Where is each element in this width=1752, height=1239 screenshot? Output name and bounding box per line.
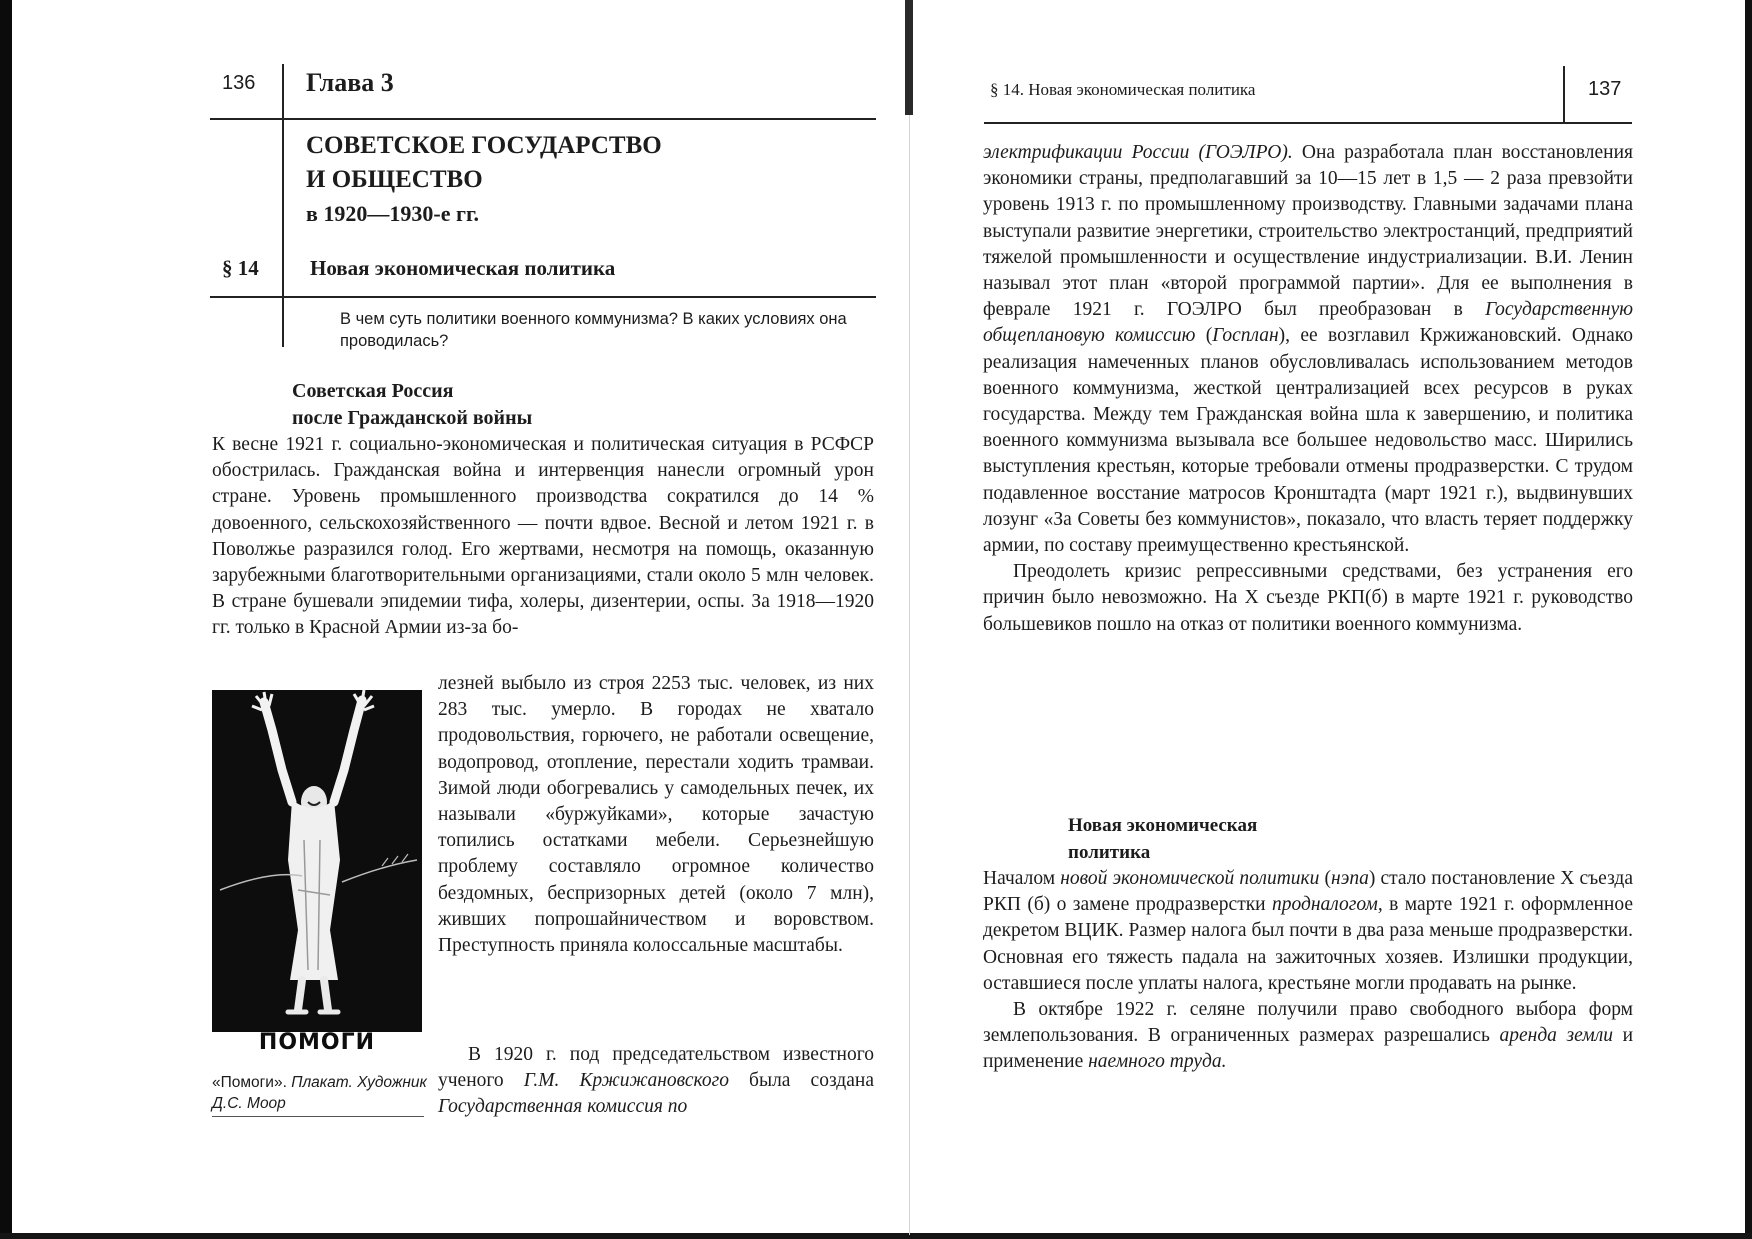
caption-rule [212, 1116, 424, 1117]
header-rule [210, 118, 876, 120]
paragraph-nep-start: Началом новой экономической политики (нэпа) стало постановление X съезда РКП (б) о замене продразверстки продналогом, в марте 1921 г. оформленное декретом ВЦИК. Размер налога был почти в два раза меньше продразверстки. Основная его тяжесть падала на зажиточных хозяев. Излишки продукции, оставшиеся после уплаты налога, крестьяне могли продавать на рынке. В октябре 1922 г. селяне получили право свободного выбора форм землепользования. В ограниченных размерах разрешались аренда земли и применение наемного труда. [983, 866, 1633, 1076]
scan-edge-right [1745, 0, 1752, 1239]
scan-edge-left [0, 0, 12, 1239]
header-vertical-rule [282, 64, 284, 347]
review-question: В чем суть политики военного коммунизма? В каких условиях она проводилась? [340, 310, 847, 350]
poster-figure-illustration [212, 690, 422, 1030]
left-page-number: 136 [222, 72, 256, 94]
section-title: Новая экономическая политика [310, 256, 616, 280]
section-number: § 14 [222, 256, 259, 280]
paragraph-continuation: лезней выбыло из строя 2253 тыс. человек, из них 283 тыс. умерло. В городах не хватало продовольствия, горючего, не работали освещение, водопровод, отопление, перестали ходить трамваи. Зимой люди обогревались у самодельных печек, их называли «буржуйками», которые зачастую топились остатками мебели. Серьезнейшую проблему составляло огромное количество бездомных, беспризорных детей (около 7 млн), живших попрошайничеством и воровством. Преступность приняла колоссальные масштабы. [438, 673, 874, 957]
paragraph-goelro-plan: электрификации России (ГОЭЛРО). Она разработала план восстановления экономики страны, предполагавший за 10—15 лет в 1,5 — 2 раза превзойти уровень 1913 г. по промышленному производству. Главными задачами плана выступали развитие энергетики, строительство электростанций, предприятий тяжелой промышленности и осуществление индустриализации. В.И. Ленин называл этот план «второй программой партии». Для ее выполнения в феврале 1921 г. ГОЭЛРО был преобразован в Государственную общеплановую комиссию (Госплан), ее возглавил Кржижановский. Однако реализация намеченных планов обусловливалась использованием методов военного коммунизма, жесткой централизацией всех ресурсов в руках государства. Между тем Гражданская война шла к завершению, и политика военного коммунизма вызывала все большее недовольство масс. Ширились выступления крестьян, которые требовали отмены продразверстки. С трудом подавленное восстание матросов Кронштадта (март 1921 г.), выдвинувших лозунг «За Советы без коммунистов», показало, что власть теряет поддержку армии, по составу преимущественно крестьянской. Преодолеть кризис репрессивными средствами, без устранения его причин было невозможно. На X съезде РКП(б) в марте 1921 г. руководство большевиков пошло на отказ от политики военного коммунизма. [983, 140, 1633, 638]
poster-label: ПОМОГИ [212, 1028, 422, 1052]
paragraph-goelro: В 1920 г. под председательством известного ученого Г.М. Кржижановского была создана Государственная комиссия по [438, 1044, 874, 1118]
header-rule-right [984, 122, 1632, 124]
subheading-soviet-russia: Советская Россия после Гражданской войны [292, 380, 533, 429]
running-head: § 14. Новая экономическая политика [990, 80, 1256, 99]
poster-caption: «Помоги». Плакат. Художник Д.С. Моор [212, 1074, 427, 1112]
section-rule [210, 296, 876, 298]
paragraph-october-1922: В октябре 1922 г. селяне получили право свободного выбора форм землепользования. В ограниченных размерах разрешались аренда земли и применение наемного труда. [983, 999, 1634, 1073]
book-gutter [905, 0, 913, 115]
poster-image [212, 690, 422, 1052]
paragraph-spring-1921: К весне 1921 г. социально-экономическая и политическая ситуация в РСФСР обострилась. Гражданская война и интервенция нанесли огромный урон стране. Уровень промышленного производства сократился до 14 % довоенного, сельскохозяйственного — почти вдвое. Весной и летом 1921 г. в Поволжье разразился голод. Его жертвами, несмотря на помощь, оказанную зарубежными благотворительными организациями, стали около 5 млн человек. В стране бушевали эпидемии тифа, холеры, дизентерии, оспы. За 1918—1920 гг. только в Красной Армии из-за бо- [212, 434, 874, 639]
header-vertical-rule-right [1563, 66, 1565, 122]
chapter-label: Глава 3 [306, 68, 394, 97]
gutter-line [909, 115, 910, 1235]
right-page-number: 137 [1588, 78, 1622, 100]
chapter-title: СОВЕТСКОЕ ГОСУДАРСТВО И ОБЩЕСТВО в 1920—1930-е гг. [306, 132, 662, 226]
paragraph-crisis: Преодолеть кризис репрессивными средствами, без устранения его причин было невозможно. На X съезде РКП(б) в марте 1921 г. руководство большевиков пошло на отказ от политики военного коммунизма. [983, 561, 1633, 635]
subheading-nep: Новая экономическая политика [1068, 815, 1258, 863]
